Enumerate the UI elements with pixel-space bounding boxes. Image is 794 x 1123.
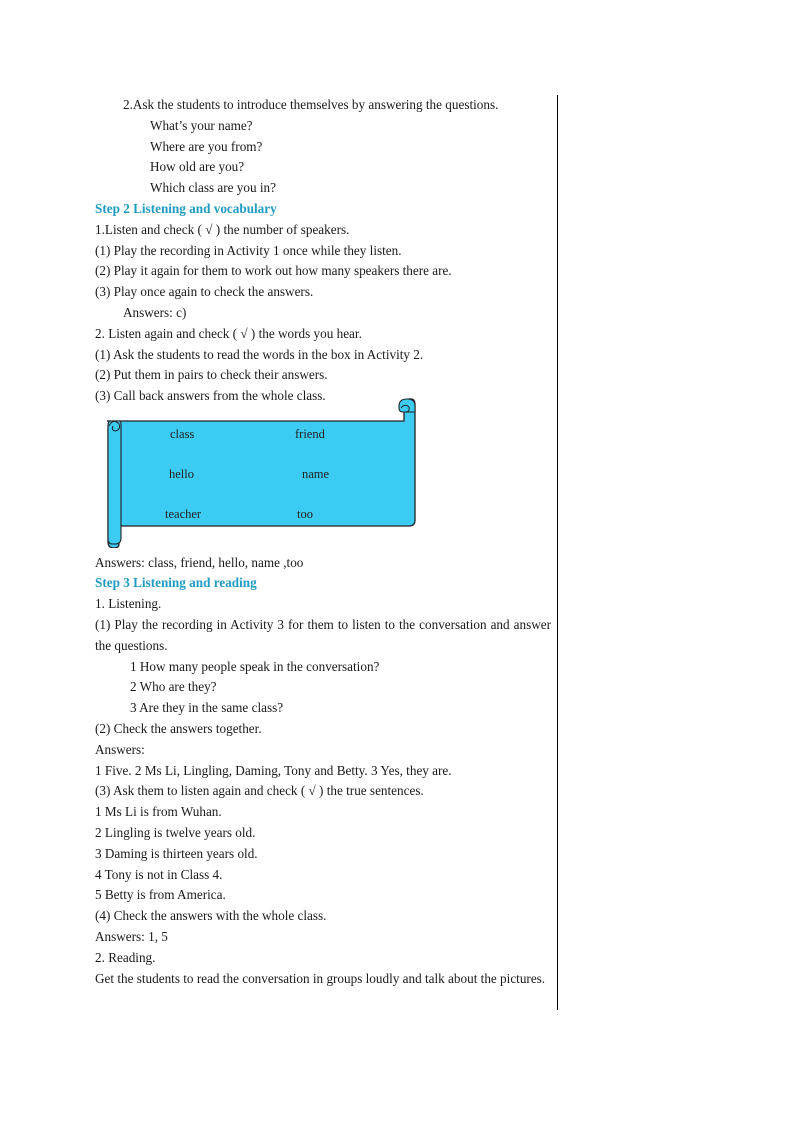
step3-sentence: 5 Betty is from America.: [95, 887, 226, 902]
step3-answers3: Answers: 1, 5: [95, 929, 168, 944]
step3-listening: 1. Listening.: [95, 596, 162, 611]
step3-answers-line: 1 Five. 2 Ms Li, Lingling, Daming, Tony and Betty. 3 Yes, they are.: [95, 763, 452, 778]
step3-check: (2) Check the answers together.: [95, 721, 262, 736]
step2-line: (1) Play the recording in Activity 1 once while they listen.: [95, 243, 402, 258]
step3-question: 1 How many people speak in the conversation?: [130, 659, 380, 674]
intro-question: What’s your name?: [150, 118, 253, 133]
step3-heading: Step 3 Listening and reading: [95, 575, 257, 590]
box-word-hello: hello: [169, 467, 194, 481]
box-word-teacher: teacher: [165, 507, 202, 521]
intro-question: Which class are you in?: [150, 180, 276, 195]
step3-reading-paragraph: Get the students to read the conversation in groups loudly and talk about the pictures.: [95, 971, 546, 986]
step2-answers: Answers: class, friend, hello, name ,too: [95, 555, 304, 570]
step3-sentence: 1 Ms Li is from Wuhan.: [95, 804, 222, 819]
step3-answers-label: Answers:: [95, 742, 145, 757]
step2-line: (3) Call back answers from the whole class.: [95, 388, 326, 403]
step2-line: (2) Play it again for them to work out how many speakers there are.: [95, 263, 452, 278]
step3-ask: (3) Ask them to listen again and check ( √ ) the true sentences.: [95, 783, 424, 798]
step3-question: 2 Who are they?: [130, 679, 217, 694]
intro-question: How old are you?: [150, 159, 245, 174]
box-word-class: class: [170, 427, 195, 441]
step3-sentence: 4 Tony is not in Class 4.: [95, 867, 223, 882]
step3-sentence: 2 Lingling is twelve years old.: [95, 825, 256, 840]
step3-check2: (4) Check the answers with the whole class.: [95, 908, 327, 923]
scroll-banner-icon: [99, 398, 419, 548]
intro-task: 2.Ask the students to introduce themselves by answering the questions.: [123, 97, 499, 112]
word-box: [99, 398, 419, 548]
step3-sentence: 3 Daming is thirteen years old.: [95, 846, 258, 861]
page-right-rule: [557, 95, 558, 1010]
step2-line: (3) Play once again to check the answers.: [95, 284, 314, 299]
step2-heading: Step 2 Listening and vocabulary: [95, 201, 277, 216]
step2-answer: Answers: c): [123, 305, 187, 320]
step3-reading: 2. Reading.: [95, 950, 156, 965]
box-word-friend: friend: [295, 427, 325, 441]
intro-question: Where are you from?: [150, 139, 263, 154]
step3-question: 3 Are they in the same class?: [130, 700, 284, 715]
box-word-too: too: [297, 507, 313, 521]
step2-line: (1) Ask the students to read the words in the box in Activity 2.: [95, 347, 424, 362]
step2-line: (2) Put them in pairs to check their answers.: [95, 367, 328, 382]
step2-line: 1.Listen and check ( √ ) the number of speakers.: [95, 222, 350, 237]
box-word-name: name: [302, 467, 330, 481]
step3-play-paragraph: (1) Play the recording in Activity 3 for them to listen to the conversation and answer the questions.: [95, 617, 551, 653]
step2-line: 2. Listen again and check ( √ ) the words you hear.: [95, 326, 362, 341]
